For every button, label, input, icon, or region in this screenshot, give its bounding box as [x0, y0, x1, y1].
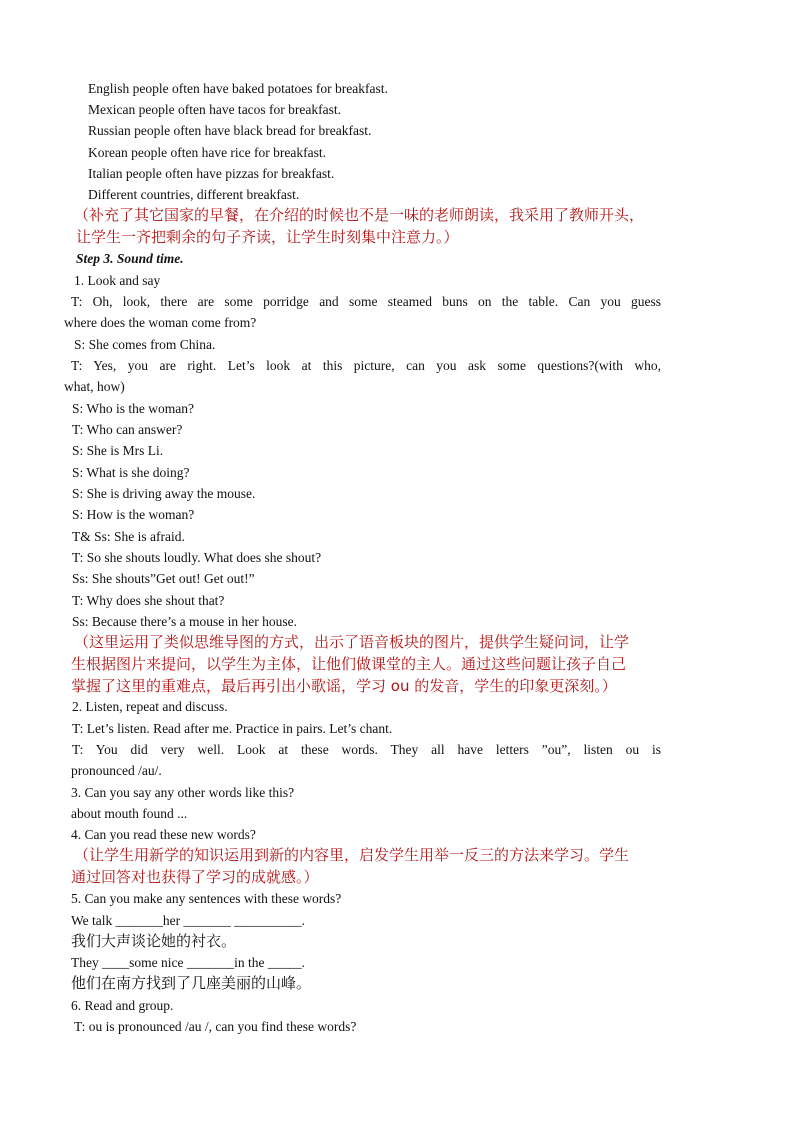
dialog-teacher-2a: T: Yes, you are right. Let’s look at this picture, can you ask some questions?(with who,	[71, 358, 661, 373]
section-6-heading: 6. Read and group.	[71, 998, 174, 1013]
dialog-line: T: Who can answer?	[72, 422, 183, 437]
dialog-teacher-4a: T: You did very well. Look at these words. They all have letters ”ou”, listen ou is	[72, 742, 661, 757]
breakfast-line-italian: Italian people often have pizzas for breakfast.	[88, 166, 335, 181]
dialog-teacher-3: T: Let’s listen. Read after me. Practice in pairs. Let’s chant.	[72, 721, 393, 736]
teaching-note-1b: 让学生一齐把剩余的句子齐读，让学生时刻集中注意力。）	[76, 228, 459, 246]
dialog-line: T: So she shouts loudly. What does she shout?	[72, 550, 322, 565]
dialog-line: T& Ss: She is afraid.	[72, 529, 185, 544]
dialog-line: S: She is Mrs Li.	[72, 443, 164, 458]
breakfast-line-korean: Korean people often have rice for breakfast.	[88, 145, 327, 160]
dialog-teacher-1a: T: Oh, look, there are some porridge and some steamed buns on the table. Can you guess	[71, 294, 661, 309]
breakfast-line-different: Different countries, different breakfast.	[88, 187, 300, 202]
section-3-heading: 3. Can you say any other words like this?	[71, 785, 295, 800]
section-5-heading: 5. Can you make any sentences with these words?	[71, 891, 342, 906]
step-3-heading: Step 3. Sound time.	[76, 251, 184, 266]
fill-blank-sentence-2: They ____some nice _______in the _____.	[71, 955, 305, 970]
teaching-note-1a: （补充了其它国家的早餐，在介绍的时候也不是一味的老师朗读，我采用了教师开头，	[74, 206, 645, 224]
dialog-line: S: What is she doing?	[72, 465, 190, 480]
fill-blank-sentence-1: We talk _______her _______ __________.	[71, 913, 306, 928]
section-4-heading: 4. Can you read these new words?	[71, 827, 256, 842]
teaching-note-2a: （这里运用了类似思维导图的方式，出示了语音板块的图片，提供学生疑问词，让学	[74, 633, 630, 651]
teaching-note-3a: （让学生用新学的知识运用到新的内容里，启发学生用举一反三的方法来学习。学生	[74, 846, 630, 864]
breakfast-line-russian: Russian people often have black bread for breakfast.	[88, 123, 372, 138]
teaching-note-3b: 通过回答对也获得了学习的成就感。）	[71, 868, 319, 886]
dialog-line: S: Who is the woman?	[72, 401, 194, 416]
chinese-hint-1: 我们大声谈论她的衬衣。	[71, 932, 237, 950]
example-words: about mouth found ...	[71, 806, 188, 821]
breakfast-line-mexican: Mexican people often have tacos for breakfast.	[88, 102, 342, 117]
teaching-note-2b: 生根据图片来提问，以学生为主体，让他们做课堂的主人。通过这些问题让孩子自己	[71, 655, 627, 673]
dialog-line: T: Why does she shout that?	[72, 593, 225, 608]
chinese-hint-2: 他们在南方找到了几座美丽的山峰。	[71, 974, 312, 992]
dialog-line: Ss: She shouts”Get out! Get out!”	[72, 571, 255, 586]
dialog-line: S: How is the woman?	[72, 507, 195, 522]
section-1-heading: 1. Look and say	[74, 273, 161, 288]
teaching-note-2c: 掌握了这里的重难点，最后再引出小歌谣，学习 ou 的发音，学生的印象更深刻。）	[71, 677, 617, 695]
dialog-line: S: She is driving away the mouse.	[72, 486, 256, 501]
dialog-teacher-1b: where does the woman come from?	[64, 315, 257, 330]
dialog-teacher-5: T: ou is pronounced /au /, can you find these words?	[74, 1019, 357, 1034]
dialog-student-china: S: She comes from China.	[74, 337, 216, 352]
breakfast-line-english: English people often have baked potatoes for breakfast.	[88, 81, 388, 96]
section-2-heading: 2. Listen, repeat and discuss.	[72, 699, 228, 714]
dialog-teacher-4b: pronounced /au/.	[71, 763, 162, 778]
dialog-line: Ss: Because there’s a mouse in her house.	[72, 614, 297, 629]
dialog-teacher-2b: what, how)	[64, 379, 125, 394]
